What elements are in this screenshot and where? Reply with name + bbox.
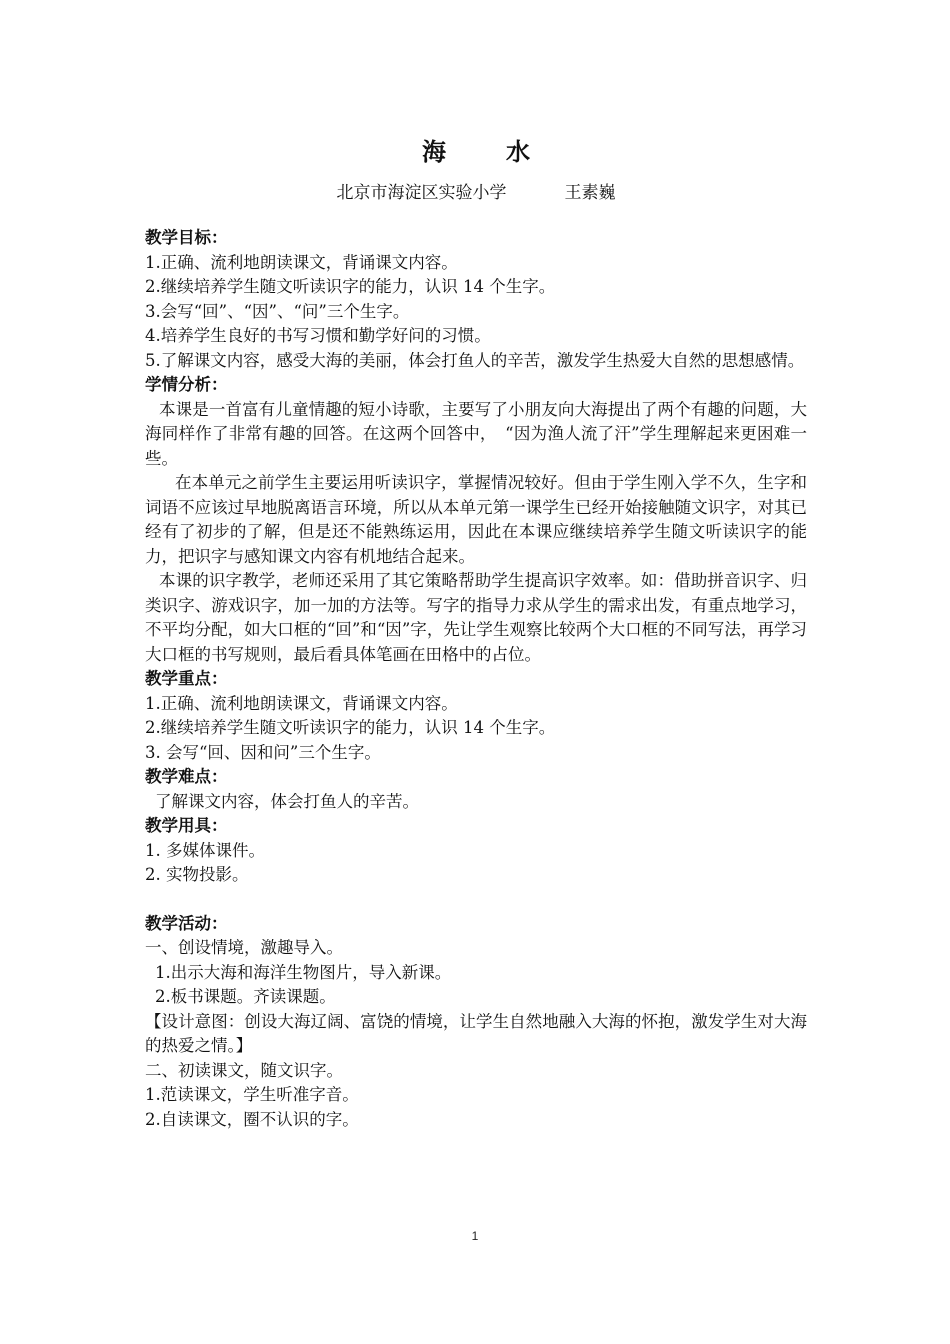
- key-point-item: 3. 会写“回、因和问”三个生字。: [145, 742, 381, 762]
- byline: [145, 178, 807, 208]
- tools-heading: 教学用具：: [145, 816, 228, 835]
- page-number: 1: [471, 1229, 479, 1243]
- difficulty-text: 了解课文内容，体会打鱼人的辛苦。: [155, 791, 419, 811]
- tool-item: 2. 实物投影。: [145, 865, 249, 884]
- goal-item: 2.继续培养学生随文听读识字的能力，认识 14 个生字。: [145, 277, 556, 296]
- difficulty-heading: 教学难点：: [145, 767, 228, 786]
- key-points-heading: 教学重点：: [145, 669, 228, 688]
- goal-item: 4.培养学生良好的书写习惯和勤学好问的习惯。: [145, 326, 491, 345]
- analysis-paragraph: 本课的识字教学，老师还采用了其它策略帮助学生提高识字效率。如：借助拼音识字、归类识字、游戏识字，加一加的方法等。写字的指导力求从学生的需求出发，有重点地学习，不平均分配，如大口框的“回”和“因”字，先让学生观察比较两个大口框的不同写法，再学习大口框的书写规则，最后看具体笔画在田格中的占位。: [145, 571, 807, 664]
- activity-item: 2.自读课文，圈不认识的字。: [145, 1109, 359, 1129]
- tool-item: 1. 多媒体课件。: [145, 840, 265, 860]
- school-name: 北京市海淀区实验小学: [336, 183, 507, 203]
- activity-step: 二、初读课文，随文识字。: [145, 1060, 343, 1080]
- goals-heading: 教学目标：: [145, 228, 228, 247]
- activity-item: 1.范读课文，学生听准字音。: [145, 1085, 359, 1104]
- goal-item: 3.会写“回”、“因”、“问”三个生字。: [145, 301, 410, 321]
- analysis-heading: 学情分析：: [145, 375, 228, 394]
- activity-step: 一、创设情境，激趣导入。: [145, 938, 343, 957]
- analysis-paragraph: 在本单元之前学生主要运用听读识字，掌握情况较好。但由于学生刚入学不久，生字和词语不应该过早地脱离语言环境，所以从本单元第一课学生已经开始接触随文识字，对其已经有了初步的了解，但是还不能熟练运用，因此在本课应继续培养学生随文听读识字的能力，把识字与感知课文内容有机地结合起来。: [145, 473, 807, 566]
- goal-item: 5.了解课文内容，感受大海的美丽，体会打鱼人的辛苦，激发学生热爱大自然的思想感情。: [145, 350, 805, 370]
- activity-item: 2.板书课题。齐读课题。: [155, 987, 336, 1006]
- analysis-paragraph: 本课是一首富有儿童情趣的短小诗歌，主要写了小朋友向大海提出了两个有趣的问题，大海同样作了非常有趣的回答。在这两个回答中， “因为渔人流了汗”学生理解起来更困难一些。: [145, 399, 807, 468]
- activity-item: 1.出示大海和海洋生物图片，导入新课。: [155, 962, 452, 982]
- design-note: 【设计意图：创设大海辽阔、富饶的情境，让学生自然地融入大海的怀抱，激发学生对大海的热爱之情。】: [145, 1011, 807, 1055]
- key-point-item: 2.继续培养学生随文听读识字的能力，认识 14 个生字。: [145, 718, 556, 737]
- activities-heading: 教学活动：: [145, 913, 228, 933]
- goal-item: 1.正确、流利地朗读课文，背诵课文内容。: [145, 252, 458, 272]
- document-title: 海 水: [422, 137, 548, 166]
- document-page: [145, 132, 807, 1132]
- author-name: 王素巍: [564, 183, 616, 203]
- spacer: [145, 888, 807, 912]
- key-point-item: 1.正确、流利地朗读课文，背诵课文内容。: [145, 693, 458, 713]
